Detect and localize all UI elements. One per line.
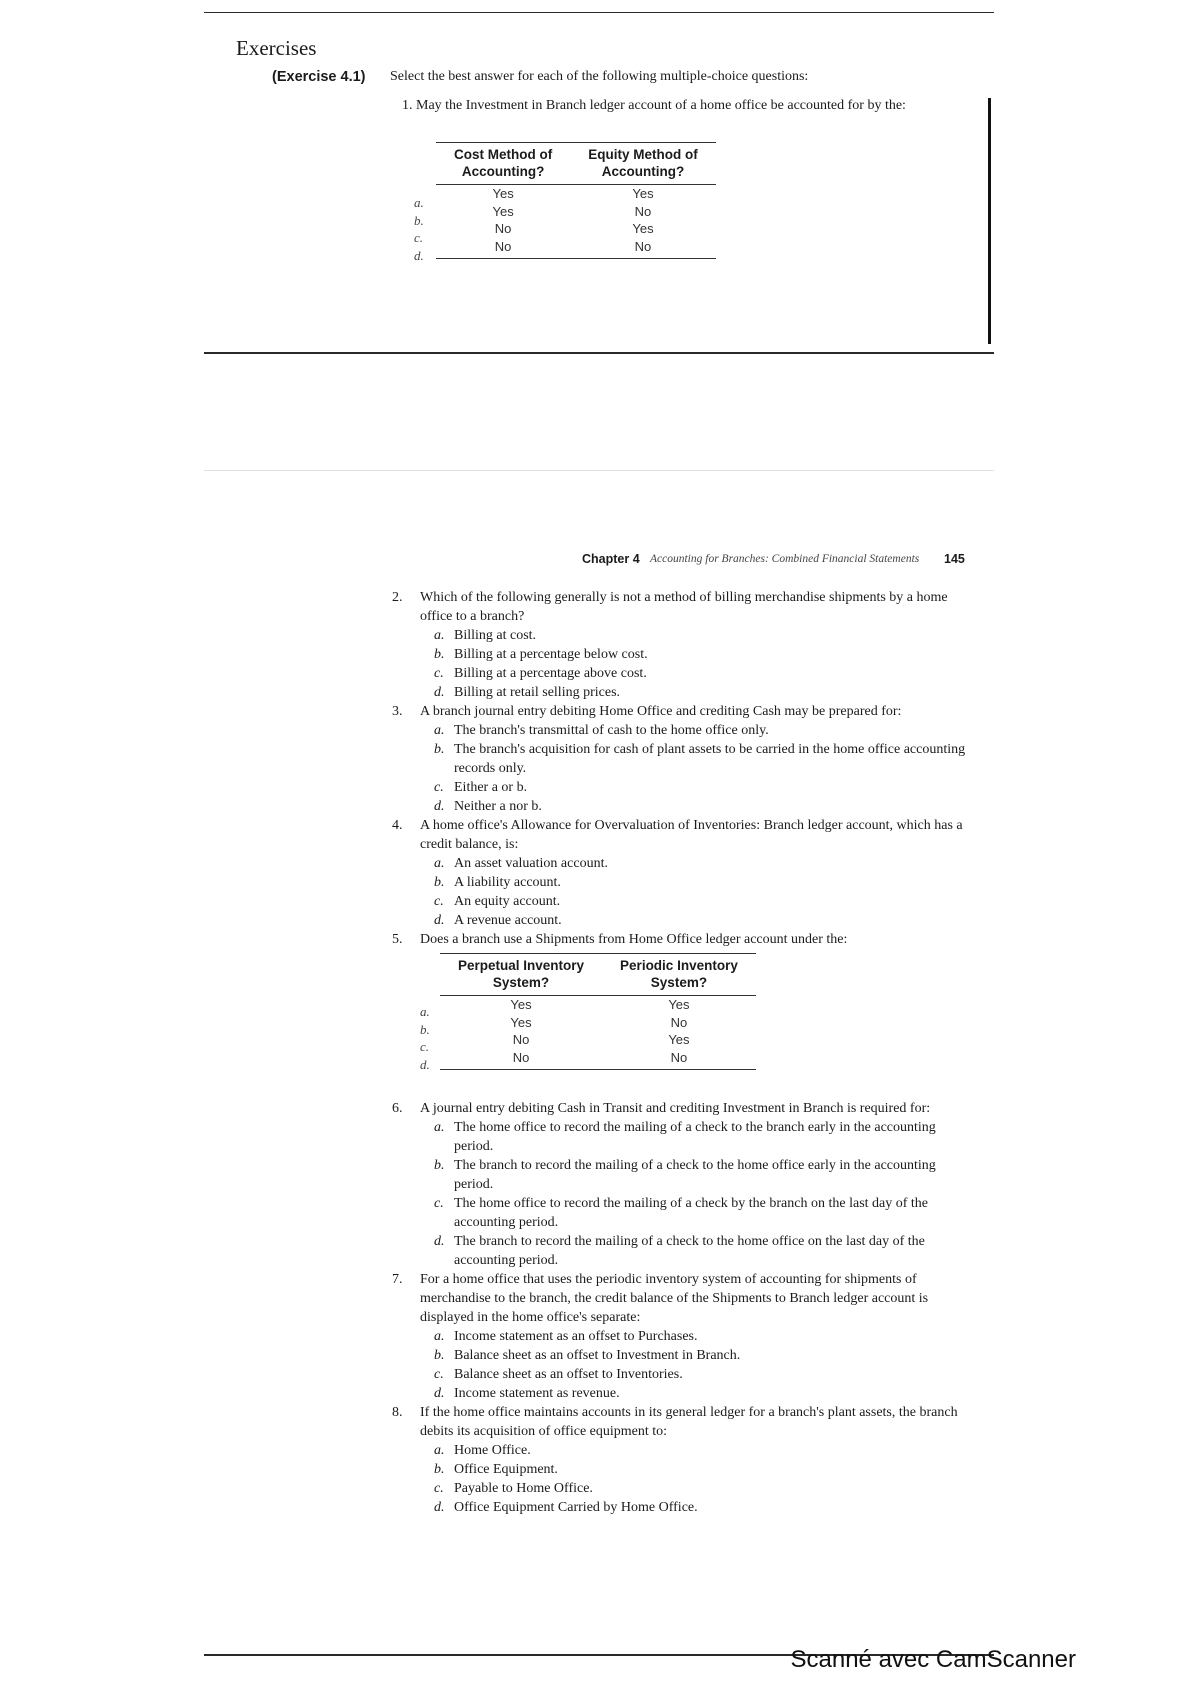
option-letter: d.	[434, 685, 445, 700]
answer-option	[420, 1498, 966, 1517]
option-text: Office Equipment Carried by Home Office.	[454, 1500, 698, 1515]
question-2	[384, 588, 966, 702]
answer-option	[420, 1365, 966, 1384]
option-letter: d.	[434, 1500, 445, 1515]
answer-option	[420, 892, 966, 911]
option-letter: a.	[434, 1443, 445, 1458]
row-letter: d.	[420, 1056, 430, 1072]
option-text: Billing at a percentage below cost.	[454, 647, 648, 662]
question-text: A branch journal entry debiting Home Office and crediting Cash may be prepared for:	[420, 704, 902, 719]
chapter-title: Accounting for Branches: Combined Financial Statements	[650, 553, 920, 565]
option-letter: b.	[434, 742, 445, 757]
scan-right-edge	[988, 98, 991, 344]
question-8	[384, 1403, 966, 1517]
question-text: A home office's Allowance for Overvaluation of Inventories: Branch ledger account, which has a credit balance, is:	[420, 818, 963, 852]
question-number: 2.	[392, 590, 403, 605]
table-cell: No	[436, 238, 570, 259]
question-number: 3.	[392, 704, 403, 719]
option-letter: a.	[434, 1120, 445, 1135]
answer-option	[420, 1460, 966, 1479]
table-cell: No	[494, 221, 512, 236]
option-letter: c.	[434, 1481, 444, 1496]
option-text: Home Office.	[454, 1443, 531, 1458]
option-text: The branch's acquisition for cash of plant assets to be carried in the home office accounting records only.	[454, 742, 966, 776]
option-letter: b.	[434, 875, 445, 890]
table-cell: No	[602, 1049, 756, 1070]
option-text: A liability account.	[454, 875, 561, 890]
exercise-instruction: Select the best answer for each of the following multiple-choice questions:	[390, 69, 809, 84]
option-text: Balance sheet as an offset to Investment in Branch.	[454, 1348, 741, 1363]
option-letter: b.	[434, 1158, 445, 1173]
row-letter: a.	[420, 1004, 430, 1019]
chapter-label: Chapter 4	[582, 552, 640, 566]
row-letter: c.	[420, 1039, 430, 1054]
question-3	[384, 702, 966, 816]
option-letter: d.	[434, 799, 445, 814]
option-letter: c.	[434, 894, 444, 909]
option-text: Income statement as an offset to Purchases.	[454, 1329, 698, 1344]
option-letter: a.	[434, 856, 445, 871]
option-text: An equity account.	[454, 894, 561, 909]
option-text: The branch to record the mailing of a check to the home office early in the accounting period.	[454, 1158, 936, 1192]
answer-option	[420, 664, 966, 683]
answer-option	[420, 1194, 966, 1232]
table-cell: Yes	[668, 997, 690, 1012]
option-text: A revenue account.	[454, 913, 562, 928]
answer-option	[420, 1346, 966, 1365]
question-6	[384, 1099, 966, 1270]
question-4	[384, 816, 966, 930]
table-cell: Yes	[510, 1014, 532, 1030]
option-letter: d.	[434, 913, 445, 928]
option-letter: c.	[434, 1367, 444, 1382]
page-number: 145	[944, 552, 965, 566]
question-list	[384, 588, 966, 1517]
question-text: If the home office maintains accounts in its general ledger for a branch's plant assets, the branch debits its acquisition of office equipment to:	[420, 1405, 958, 1439]
column-header: Perpetual Inventory System?	[440, 954, 602, 996]
row-letter: c.	[414, 230, 424, 245]
option-letter: c.	[434, 780, 444, 795]
option-letter: a.	[434, 723, 445, 738]
question-text: A journal entry debiting Cash in Transit and crediting Investment in Branch is required for:	[420, 1101, 931, 1116]
option-text: Income statement as revenue.	[454, 1386, 620, 1401]
answer-option	[420, 854, 966, 873]
answer-option	[420, 683, 966, 702]
question-5	[384, 930, 966, 1099]
row-letter: b.	[414, 212, 424, 228]
option-text: Billing at retail selling prices.	[454, 685, 621, 700]
answer-option	[420, 1118, 966, 1156]
table-cell: Yes	[632, 221, 654, 236]
table-cell: Yes	[510, 997, 532, 1012]
option-letter: c.	[434, 666, 444, 681]
answer-option	[420, 740, 966, 778]
answer-option	[420, 1441, 966, 1460]
q1-letters	[414, 194, 424, 264]
column-header: Equity Method of Accounting?	[570, 143, 715, 185]
option-letter: a.	[434, 1329, 445, 1344]
question-1	[402, 98, 906, 114]
option-text: Billing at a percentage above cost.	[454, 666, 647, 681]
row-letter: d.	[414, 247, 424, 263]
exercise-tag: (Exercise 4.1)	[272, 69, 366, 85]
option-letter: b.	[434, 1462, 445, 1477]
question-number: 8.	[392, 1405, 403, 1420]
table-cell: No	[634, 203, 652, 219]
scan-top-rule	[204, 12, 994, 13]
option-text: Payable to Home Office.	[454, 1481, 593, 1496]
table-cell: Yes	[668, 1032, 690, 1047]
question-number: 1.	[402, 98, 413, 113]
option-text: Billing at cost.	[454, 628, 537, 643]
table-cell: No	[512, 1032, 530, 1047]
option-letter: a.	[434, 628, 445, 643]
option-letter: c.	[434, 1196, 444, 1211]
table-cell: No	[570, 238, 715, 259]
option-text: Balance sheet as an offset to Inventories.	[454, 1367, 683, 1382]
row-letter: b.	[420, 1021, 430, 1037]
answer-option	[420, 1232, 966, 1270]
question-number: 6.	[392, 1101, 403, 1116]
answer-option	[420, 911, 966, 930]
option-letter: b.	[434, 647, 445, 662]
option-text: Either a or b.	[454, 780, 528, 795]
question-number: 4.	[392, 818, 403, 833]
option-letter: d.	[434, 1234, 445, 1249]
scan-faint-rule	[204, 470, 994, 471]
table-cell: Yes	[632, 186, 654, 201]
question-text: May the Investment in Branch ledger account of a home office be accounted for by the:	[416, 98, 906, 113]
option-text: The home office to record the mailing of a check by the branch on the last day of the accounting period.	[454, 1196, 929, 1230]
column-header: Periodic Inventory System?	[602, 954, 756, 996]
answer-option	[420, 873, 966, 892]
answer-option	[420, 1156, 966, 1194]
answer-option	[420, 1384, 966, 1403]
question-7	[384, 1270, 966, 1403]
answer-option	[420, 778, 966, 797]
question-text: For a home office that uses the periodic inventory system of accounting for shipments of merchandise to the branch, the credit balance of the Shipments to Branch ledger account is displayed in the home office's separate:	[420, 1272, 929, 1325]
option-text: The branch's transmittal of cash to the home office only.	[454, 723, 769, 738]
row-letter: a.	[414, 195, 424, 210]
table-cell: Yes	[492, 186, 514, 201]
q5-table-wrap	[420, 949, 966, 1099]
camscanner-watermark: Scanné avec CamScanner	[790, 1646, 1076, 1673]
table-cell: Yes	[492, 203, 514, 219]
question-number: 7.	[392, 1272, 403, 1287]
option-text: Office Equipment.	[454, 1462, 558, 1477]
answer-option	[420, 645, 966, 664]
column-header: Cost Method of Accounting?	[436, 143, 570, 185]
answer-option	[420, 626, 966, 645]
answer-option	[420, 1479, 966, 1498]
answer-option	[420, 797, 966, 816]
q5-table	[440, 953, 756, 1070]
scan-page-break-rule	[204, 352, 994, 354]
q1-table	[436, 142, 716, 259]
option-letter: d.	[434, 1386, 445, 1401]
option-text: Neither a nor b.	[454, 799, 542, 814]
question-number: 5.	[392, 932, 403, 947]
option-text: An asset valuation account.	[454, 856, 608, 871]
option-text: The branch to record the mailing of a check to the home office on the last day of the accounting period.	[454, 1234, 925, 1268]
exercises-heading: Exercises	[236, 36, 317, 60]
table-cell: No	[670, 1014, 688, 1030]
option-letter: b.	[434, 1348, 445, 1363]
question-text: Which of the following generally is not a method of billing merchandise shipments by a home office to a branch?	[420, 590, 948, 624]
question-text: Does a branch use a Shipments from Home Office ledger account under the:	[420, 932, 848, 947]
table-cell: No	[440, 1049, 602, 1070]
answer-option	[420, 1327, 966, 1346]
answer-option	[420, 721, 966, 740]
option-text: The home office to record the mailing of a check to the branch early in the accounting period.	[454, 1120, 936, 1154]
q5-letters	[420, 1003, 430, 1073]
